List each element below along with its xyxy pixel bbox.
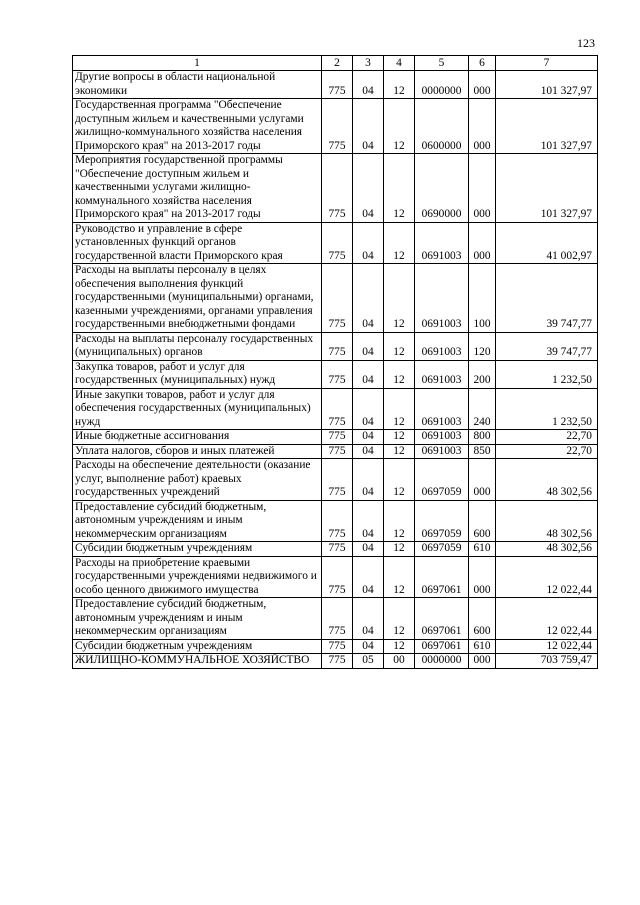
row-description: Уплата налогов, сборов и иных платежей: [73, 444, 322, 459]
row-col-3: 04: [353, 71, 384, 99]
row-col-2: 775: [322, 332, 353, 360]
row-col-2: 775: [322, 154, 353, 223]
row-col-4: 12: [384, 222, 415, 264]
row-col-2: 775: [322, 388, 353, 430]
budget-table: [72, 55, 598, 669]
row-col-2: 775: [322, 556, 353, 598]
row-description: Предоставление субсидий бюджетным, автономным учреждениям и иным некоммерческим организациям: [73, 598, 322, 640]
row-col-3: 04: [353, 430, 384, 445]
row-col-2: 775: [322, 360, 353, 388]
row-col-2: 775: [322, 264, 353, 333]
row-col-6: 000: [469, 154, 496, 223]
row-col-5: 0000000: [415, 654, 469, 669]
row-description: Мероприятия государственной программы "Обеспечение доступным жильем и качественными услугами жилищно-коммунального хозяйства населения Приморского края" на 2013-2017 годы: [73, 154, 322, 223]
row-description: Расходы на выплаты персоналу государственных (муниципальных) органов: [73, 332, 322, 360]
row-amount: 101 327,97: [496, 154, 598, 223]
row-col-3: 04: [353, 388, 384, 430]
row-col-2: 775: [322, 444, 353, 459]
row-col-6: 600: [469, 500, 496, 542]
row-col-5: 0691003: [415, 388, 469, 430]
row-col-5: 0691003: [415, 360, 469, 388]
row-col-6: 000: [469, 99, 496, 154]
row-col-3: 04: [353, 222, 384, 264]
row-amount: 22,70: [496, 444, 598, 459]
row-col-6: 600: [469, 598, 496, 640]
row-description: Расходы на выплаты персоналу в целях обеспечения выполнения функций государственными (муниципальными) органами, казенными учреждениями, органами управления государственными внебюджетными фондами: [73, 264, 322, 333]
row-col-3: 04: [353, 542, 384, 557]
table-row: [73, 500, 598, 542]
row-amount: 1 232,50: [496, 360, 598, 388]
row-col-4: 12: [384, 459, 415, 501]
row-col-3: 04: [353, 264, 384, 333]
row-col-5: 0691003: [415, 264, 469, 333]
table-row: [73, 332, 598, 360]
row-col-2: 775: [322, 71, 353, 99]
row-col-3: 04: [353, 556, 384, 598]
row-col-3: 04: [353, 459, 384, 501]
row-col-6: 000: [469, 654, 496, 669]
row-col-5: 0691003: [415, 444, 469, 459]
table-row: [73, 360, 598, 388]
table-row: [73, 556, 598, 598]
row-col-4: 12: [384, 388, 415, 430]
budget-table-body: [73, 56, 598, 669]
row-amount: 48 302,56: [496, 500, 598, 542]
row-amount: 39 747,77: [496, 332, 598, 360]
row-col-4: 12: [384, 639, 415, 654]
row-col-6: 100: [469, 264, 496, 333]
header-col-5: 5: [415, 56, 469, 71]
table-row: [73, 222, 598, 264]
row-col-6: 850: [469, 444, 496, 459]
row-col-5: 0000000: [415, 71, 469, 99]
row-description: Субсидии бюджетным учреждениям: [73, 639, 322, 654]
row-description: Расходы на обеспечение деятельности (оказание услуг, выполнение работ) краевых государственных учреждений: [73, 459, 322, 501]
row-col-3: 04: [353, 99, 384, 154]
row-amount: 101 327,97: [496, 99, 598, 154]
row-col-6: 000: [469, 556, 496, 598]
table-row: [73, 598, 598, 640]
row-col-2: 775: [322, 542, 353, 557]
row-col-4: 12: [384, 264, 415, 333]
row-col-6: 610: [469, 639, 496, 654]
row-col-3: 04: [353, 500, 384, 542]
row-col-4: 12: [384, 430, 415, 445]
row-col-4: 12: [384, 360, 415, 388]
row-col-5: 0691003: [415, 332, 469, 360]
row-col-4: 00: [384, 654, 415, 669]
row-col-3: 04: [353, 598, 384, 640]
row-col-4: 12: [384, 332, 415, 360]
row-col-5: 0697061: [415, 556, 469, 598]
row-col-4: 12: [384, 154, 415, 223]
row-col-2: 775: [322, 500, 353, 542]
row-col-6: 000: [469, 71, 496, 99]
row-col-4: 12: [384, 556, 415, 598]
row-col-2: 775: [322, 99, 353, 154]
table-row: [73, 264, 598, 333]
row-col-4: 12: [384, 99, 415, 154]
row-col-5: 0690000: [415, 154, 469, 223]
row-amount: 12 022,44: [496, 598, 598, 640]
row-amount: 12 022,44: [496, 556, 598, 598]
table-row: [73, 388, 598, 430]
table-row: [73, 459, 598, 501]
row-description: ЖИЛИЩНО-КОММУНАЛЬНОЕ ХОЗЯЙСТВО: [73, 654, 322, 669]
header-col-6: 6: [469, 56, 496, 71]
row-amount: 39 747,77: [496, 264, 598, 333]
row-col-3: 04: [353, 332, 384, 360]
row-col-5: 0691003: [415, 430, 469, 445]
row-amount: 12 022,44: [496, 639, 598, 654]
row-col-4: 12: [384, 71, 415, 99]
row-amount: 41 002,97: [496, 222, 598, 264]
table-row: [73, 654, 598, 669]
row-description: Расходы на приобретение краевыми государственными учреждениями недвижимого и особо ценного движимого имущества: [73, 556, 322, 598]
row-description: Субсидии бюджетным учреждениям: [73, 542, 322, 557]
table-row: [73, 99, 598, 154]
table-row: [73, 444, 598, 459]
header-col-2: 2: [322, 56, 353, 71]
row-col-6: 200: [469, 360, 496, 388]
page-number: 123: [577, 36, 595, 50]
row-amount: 703 759,47: [496, 654, 598, 669]
row-description: Предоставление субсидий бюджетным, автономным учреждениям и иным некоммерческим организациям: [73, 500, 322, 542]
header-col-4: 4: [384, 56, 415, 71]
row-col-2: 775: [322, 639, 353, 654]
table-row: [73, 71, 598, 99]
row-col-4: 12: [384, 500, 415, 542]
row-description: Государственная программа "Обеспечение доступным жильем и качественными услугами жилищно-коммунального хозяйства населения Приморского края" на 2013-2017 годы: [73, 99, 322, 154]
row-col-5: 0697059: [415, 500, 469, 542]
row-col-3: 04: [353, 154, 384, 223]
row-col-2: 775: [322, 430, 353, 445]
row-col-4: 12: [384, 598, 415, 640]
row-col-6: 000: [469, 459, 496, 501]
header-col-7: 7: [496, 56, 598, 71]
row-col-2: 775: [322, 459, 353, 501]
table-header-row: [73, 56, 598, 71]
row-col-6: 240: [469, 388, 496, 430]
row-col-3: 05: [353, 654, 384, 669]
row-col-4: 12: [384, 444, 415, 459]
table-row: [73, 430, 598, 445]
row-description: Руководство и управление в сфере установленных функций органов государственной власти Приморского края: [73, 222, 322, 264]
row-col-6: 800: [469, 430, 496, 445]
row-amount: 1 232,50: [496, 388, 598, 430]
row-col-5: 0697061: [415, 639, 469, 654]
row-col-6: 610: [469, 542, 496, 557]
row-col-4: 12: [384, 542, 415, 557]
row-col-5: 0600000: [415, 99, 469, 154]
row-amount: 48 302,56: [496, 542, 598, 557]
header-col-1: 1: [73, 56, 322, 71]
table-row: [73, 542, 598, 557]
row-amount: 101 327,97: [496, 71, 598, 99]
row-description: Иные закупки товаров, работ и услуг для обеспечения государственных (муниципальных) нужд: [73, 388, 322, 430]
row-amount: 48 302,56: [496, 459, 598, 501]
row-col-5: 0697059: [415, 542, 469, 557]
row-col-3: 04: [353, 639, 384, 654]
row-col-2: 775: [322, 598, 353, 640]
row-col-5: 0697059: [415, 459, 469, 501]
row-col-3: 04: [353, 444, 384, 459]
row-col-2: 775: [322, 654, 353, 669]
row-col-6: 000: [469, 222, 496, 264]
header-col-3: 3: [353, 56, 384, 71]
row-col-3: 04: [353, 360, 384, 388]
row-description: Иные бюджетные ассигнования: [73, 430, 322, 445]
table-row: [73, 154, 598, 223]
table-row: [73, 639, 598, 654]
row-col-2: 775: [322, 222, 353, 264]
row-amount: 22,70: [496, 430, 598, 445]
row-col-5: 0697061: [415, 598, 469, 640]
row-description: Закупка товаров, работ и услуг для государственных (муниципальных) нужд: [73, 360, 322, 388]
row-col-5: 0691003: [415, 222, 469, 264]
row-description: Другие вопросы в области национальной экономики: [73, 71, 322, 99]
row-col-6: 120: [469, 332, 496, 360]
